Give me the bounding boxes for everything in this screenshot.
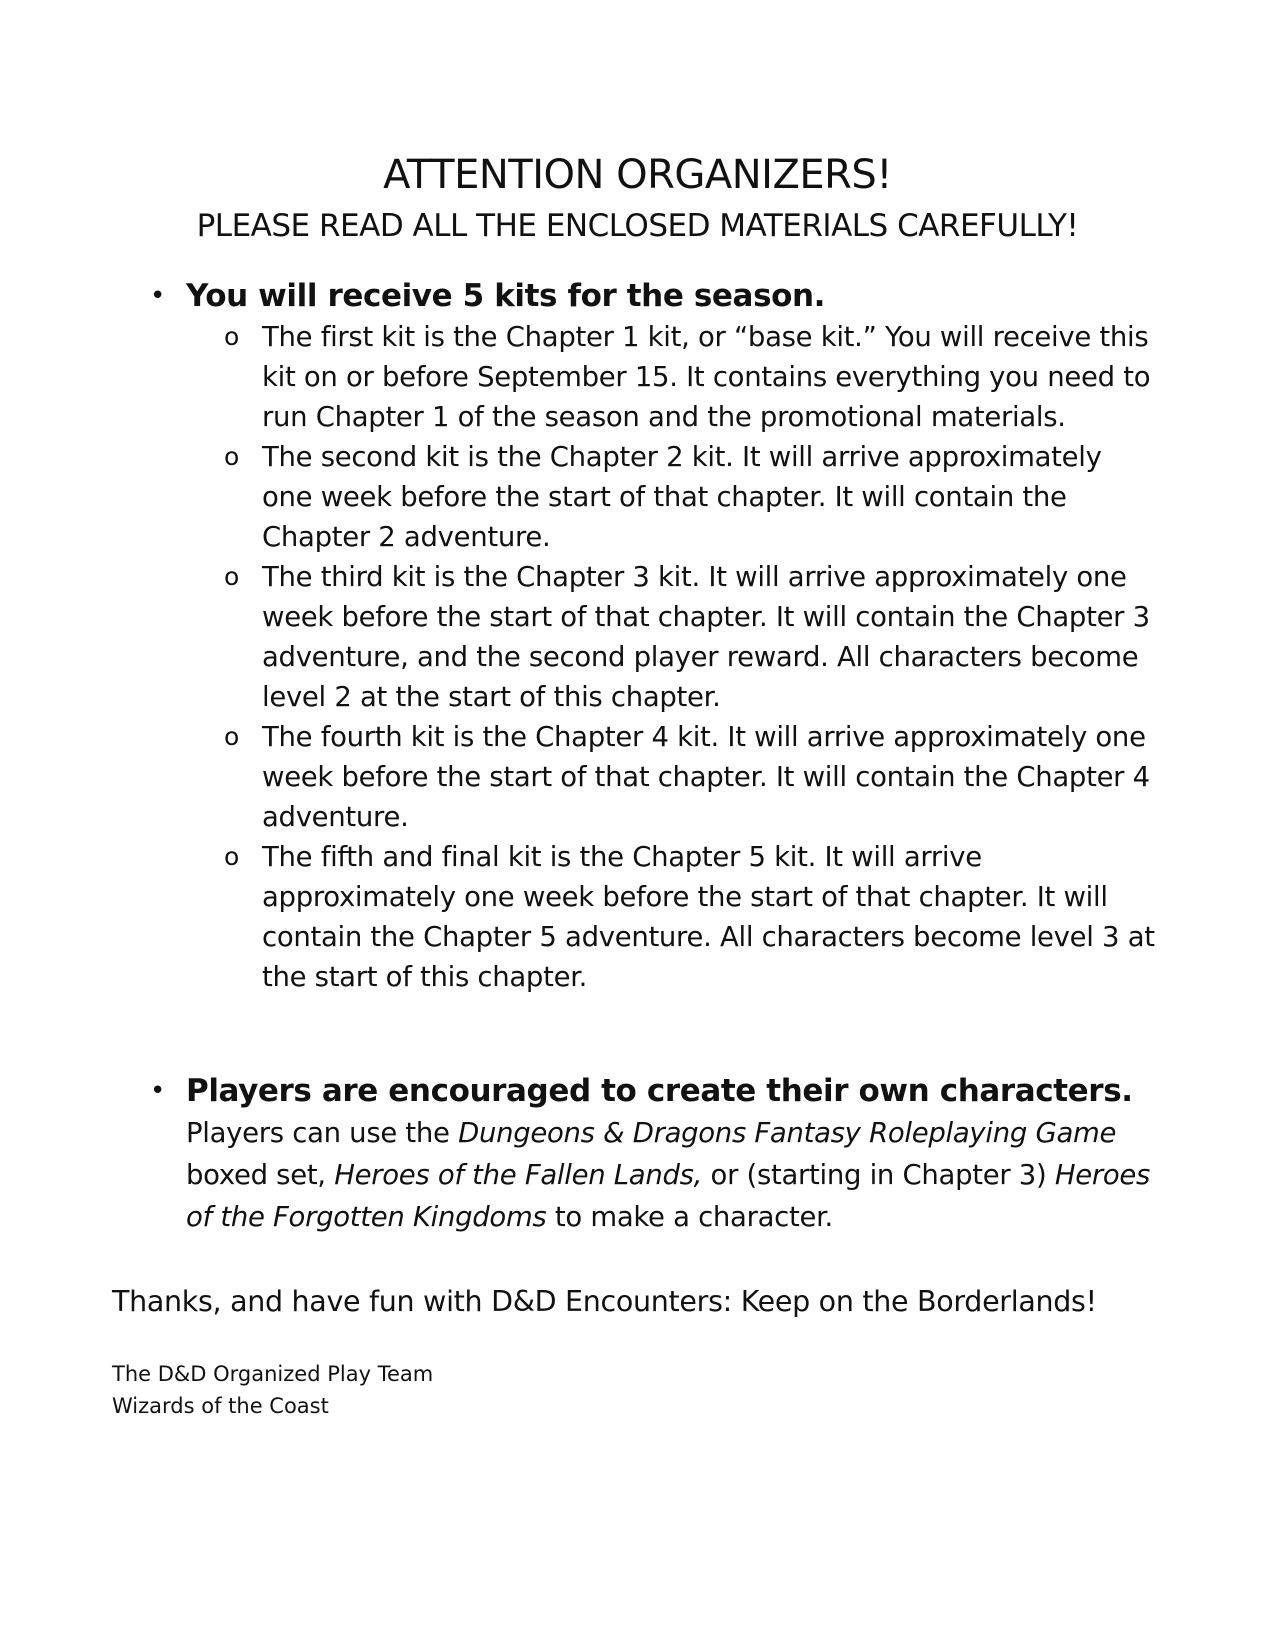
list-item bbox=[224, 317, 1160, 437]
list-item bbox=[224, 557, 1160, 717]
bullet-icon: • bbox=[150, 1076, 166, 1106]
signoff-team: The D&D Organized Play Team bbox=[112, 1362, 434, 1386]
page-title: ATTENTION ORGANIZERS! bbox=[383, 152, 892, 198]
bullet-icon: • bbox=[150, 281, 166, 311]
list-marker-icon: o bbox=[224, 322, 239, 351]
list-item-text: The first kit is the Chapter 1 kit, or “base kit.” You will receive this kit on or before September 15. It contains everything you need to run Chapter 1 of the season and the promotional materials. bbox=[262, 321, 1151, 433]
list-item-text: The second kit is the Chapter 2 kit. It will arrive approximately one week before the start of that chapter. It will contain the Chapter 2 adventure. bbox=[262, 441, 1102, 553]
section-kits bbox=[150, 275, 1160, 997]
list-item bbox=[224, 437, 1160, 557]
para-text: Players can use the bbox=[186, 1117, 459, 1149]
section-characters bbox=[150, 1070, 1160, 1238]
page-subtitle: PLEASE READ ALL THE ENCLOSED MATERIALS CAREFULLY! bbox=[196, 208, 1079, 244]
kit-list bbox=[150, 317, 1160, 997]
characters-paragraph bbox=[186, 1112, 1160, 1238]
para-text: boxed set, bbox=[186, 1159, 335, 1191]
list-item-text: The third kit is the Chapter 3 kit. It will arrive approximately one week before the start of that chapter. It will contain the Chapter 3 adventure, and the second player reward. All characters become level 2 at the start of this chapter. bbox=[262, 561, 1150, 713]
signoff-company: Wizards of the Coast bbox=[112, 1394, 329, 1418]
list-marker-icon: o bbox=[224, 562, 239, 591]
section-heading-characters: Players are encouraged to create their own characters. bbox=[186, 1073, 1133, 1109]
para-italic-title: Heroes of the Fallen Lands, bbox=[334, 1159, 703, 1191]
section-heading-kits: You will receive 5 kits for the season. bbox=[186, 278, 826, 314]
signoff bbox=[112, 1358, 433, 1422]
para-text: or (starting in Chapter 3) bbox=[702, 1159, 1055, 1191]
list-marker-icon: o bbox=[224, 722, 239, 751]
list-marker-icon: o bbox=[224, 842, 239, 871]
para-italic-title: Dungeons & Dragons Fantasy Roleplaying Game bbox=[458, 1117, 1117, 1149]
list-item-text: The fourth kit is the Chapter 4 kit. It will arrive approximately one week before the start of that chapter. It will contain the Chapter 4 adventure. bbox=[262, 721, 1150, 833]
thanks-line: Thanks, and have fun with D&D Encounters: Keep on the Borderlands! bbox=[112, 1285, 1097, 1318]
list-item bbox=[224, 837, 1160, 997]
para-text: to make a character. bbox=[546, 1201, 834, 1233]
para-italic-title: Heroes of the Forgotten Kingdoms bbox=[186, 1159, 1151, 1233]
list-marker-icon: o bbox=[224, 442, 239, 471]
list-item-text: The fifth and final kit is the Chapter 5 kit. It will arrive approximately one week before the start of that chapter. It will contain the Chapter 5 adventure. All characters become level 3 at the start of this chapter. bbox=[262, 841, 1155, 993]
list-item bbox=[224, 717, 1160, 837]
